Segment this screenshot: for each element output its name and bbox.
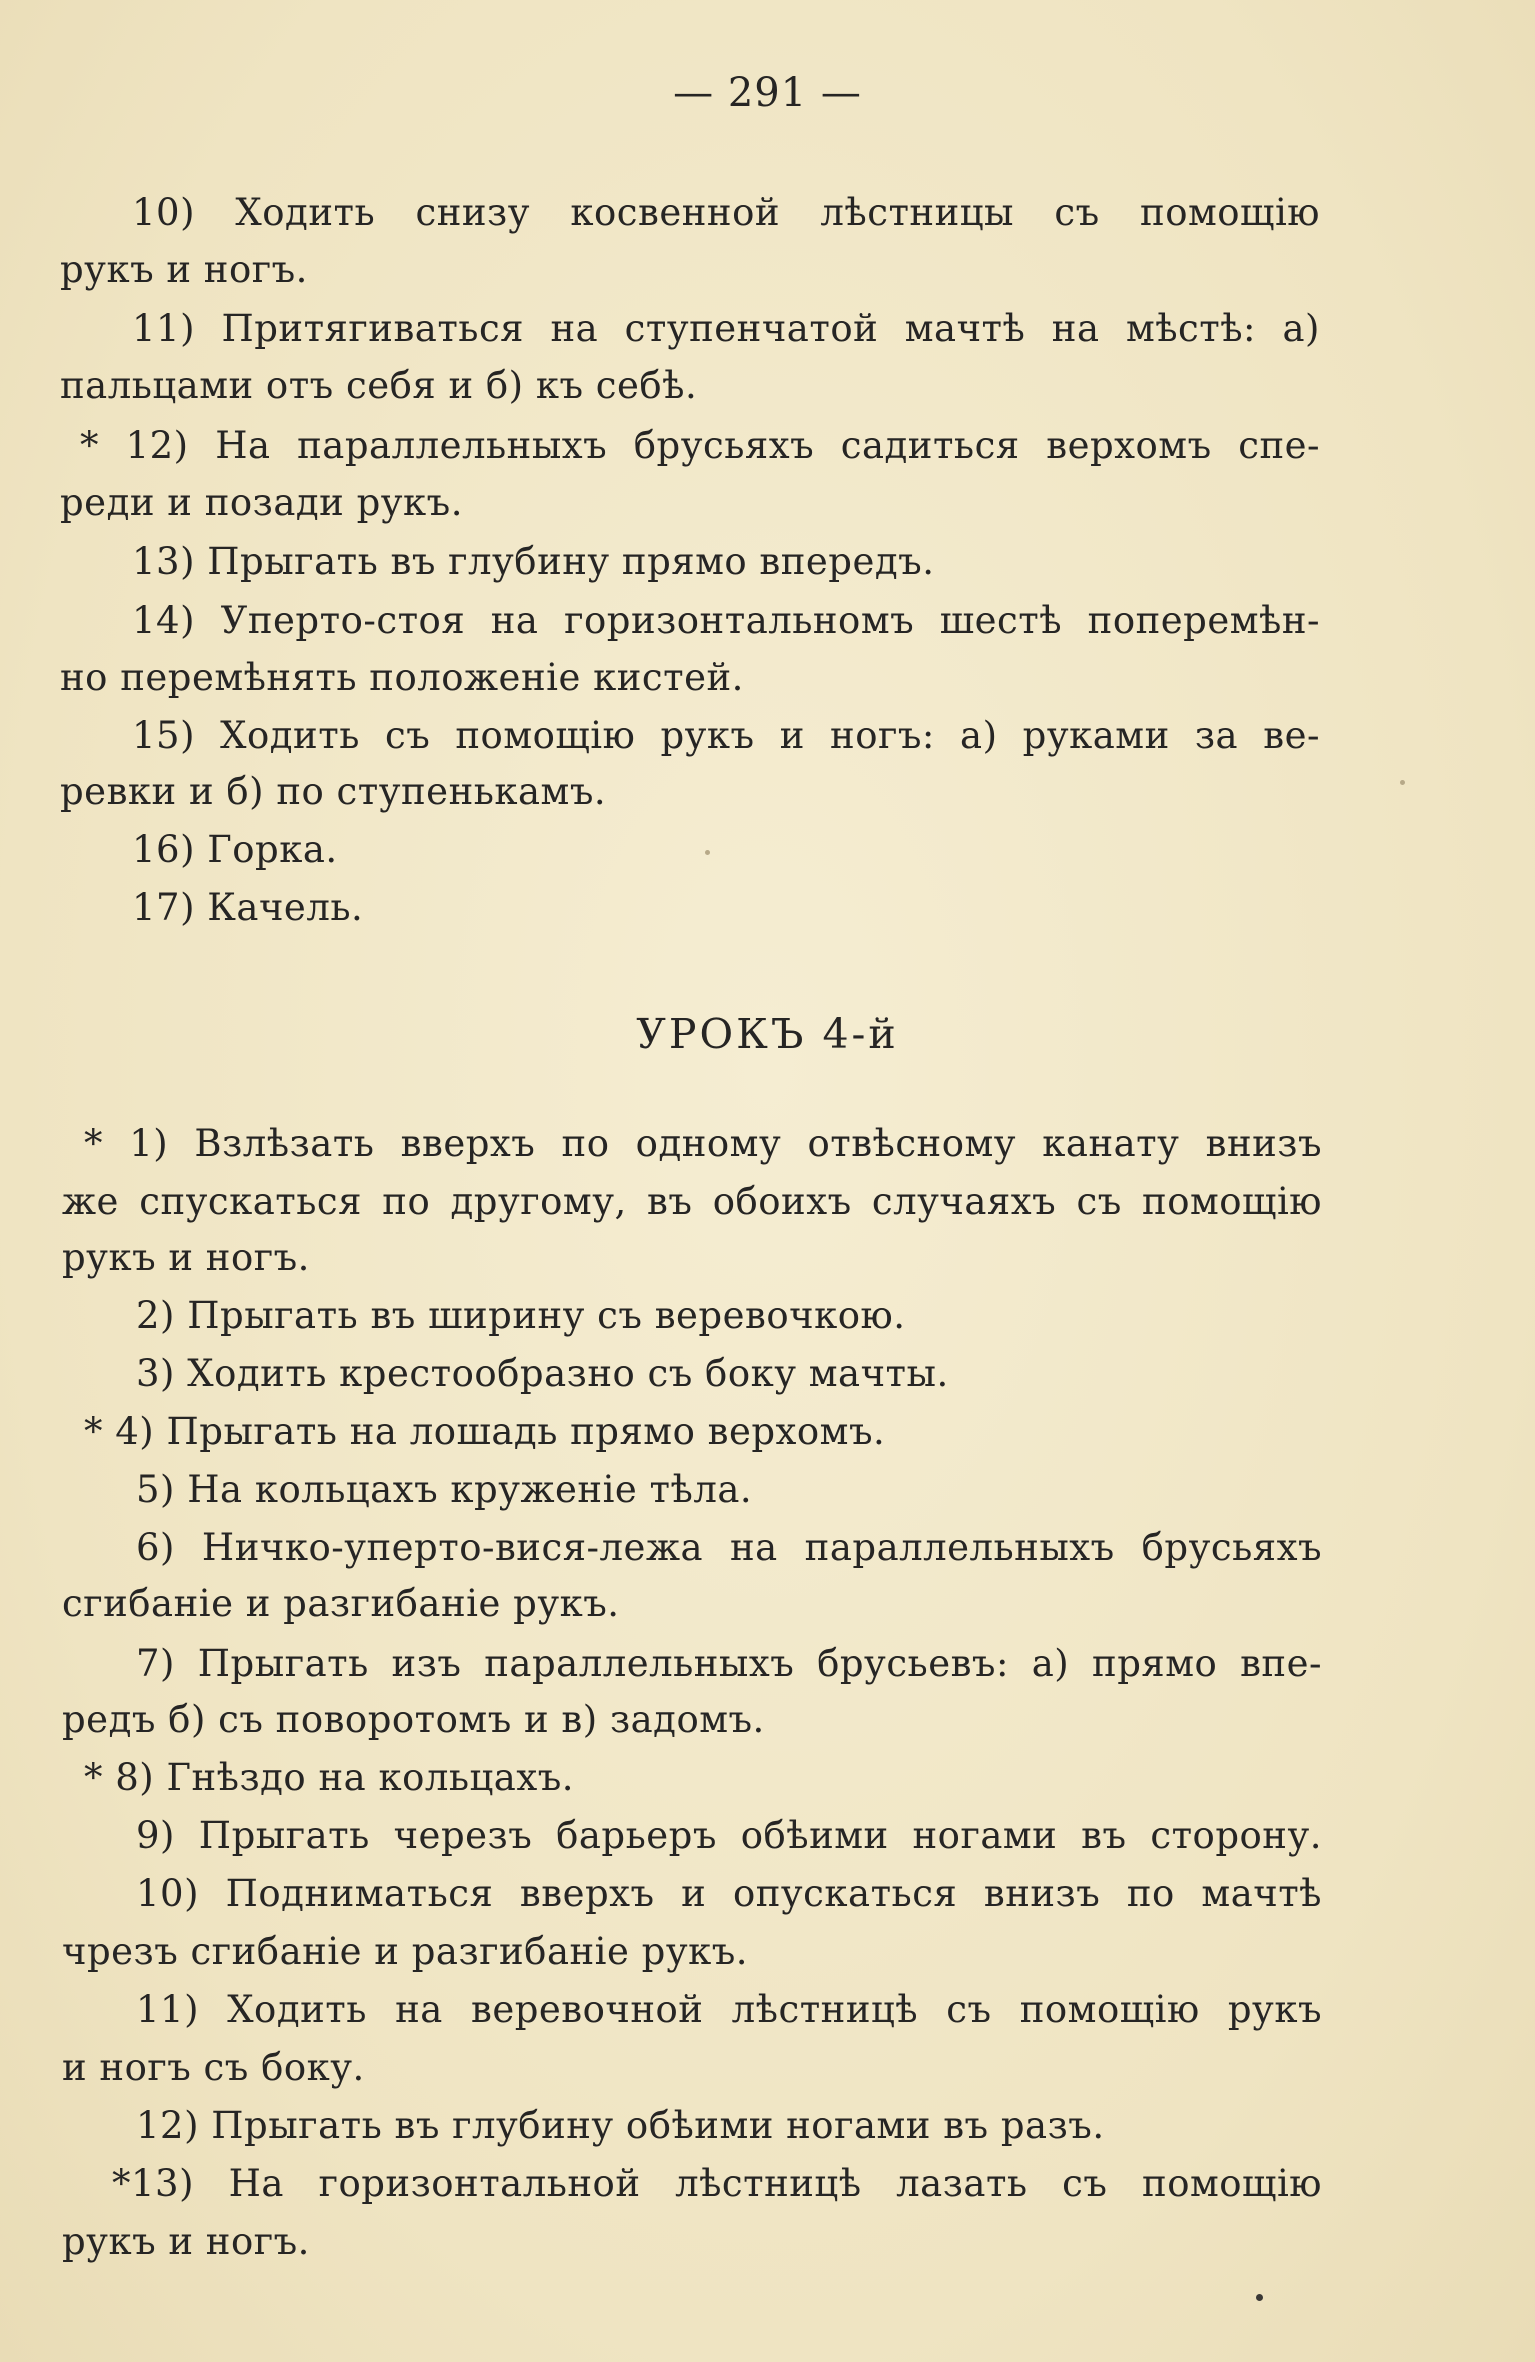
text-line: *13) На горизонтальной лѣстницѣ лазать съ помощію bbox=[112, 2162, 1322, 2205]
text-line: 11) Ходить на веревочной лѣстницѣ съ помощію рукъ bbox=[136, 1988, 1322, 2031]
text-line: 10) Подниматься вверхъ и опускаться внизъ по мачтѣ bbox=[136, 1872, 1322, 1915]
text-line: ревки и б) по ступенькамъ. bbox=[60, 770, 607, 813]
text-line: пальцами отъ себя и б) къ себѣ. bbox=[60, 364, 698, 407]
text-line: * 4) Прыгать на лошадь прямо верхомъ. bbox=[84, 1410, 886, 1453]
text-line: реди и позади рукъ. bbox=[60, 481, 463, 524]
text-line: 15) Ходить съ помощію рукъ и ногъ: а) руками за ве- bbox=[132, 714, 1320, 757]
text-line: * 12) На параллельныхъ брусьяхъ садиться верхомъ спе- bbox=[80, 424, 1320, 467]
text-line: 7) Прыгать изъ параллельныхъ брусьевъ: а) прямо впе- bbox=[136, 1642, 1322, 1685]
text-line: 6) Ничко-уперто-вися-лежа на параллельныхъ брусьяхъ bbox=[136, 1526, 1322, 1569]
text-line: же спускаться по другому, въ обоихъ случаяхъ съ помощію bbox=[62, 1180, 1322, 1223]
page-number: — 291 — bbox=[673, 70, 862, 116]
text-line: 2) Прыгать въ ширину съ веревочкою. bbox=[136, 1294, 906, 1337]
text-line: * 8) Гнѣздо на кольцахъ. bbox=[84, 1756, 575, 1799]
text-line: чрезъ сгибаніе и разгибаніе рукъ. bbox=[62, 1930, 749, 1973]
text-line: 3) Ходить крестообразно съ боку мачты. bbox=[136, 1352, 949, 1395]
text-line: но перемѣнять положеніе кистей. bbox=[60, 656, 744, 699]
lesson-4-heading: УРОКЪ 4-й bbox=[636, 1010, 899, 1058]
ink-speck bbox=[705, 850, 710, 855]
text-line: 9) Прыгать черезъ барьеръ обѣими ногами въ сторону. bbox=[136, 1814, 1322, 1857]
text-line: 11) Притягиваться на ступенчатой мачтѣ на мѣстѣ: а) bbox=[132, 307, 1320, 350]
text-line: 12) Прыгать въ глубину обѣими ногами въ разъ. bbox=[136, 2104, 1105, 2147]
text-line: 14) Уперто-стоя на горизонтальномъ шестѣ поперемѣн- bbox=[132, 599, 1320, 642]
text-line: и ногъ съ боку. bbox=[62, 2046, 365, 2089]
ink-speck bbox=[1256, 2294, 1263, 2301]
text-line: рукъ и ногъ. bbox=[62, 2220, 310, 2263]
text-line: рукъ и ногъ. bbox=[60, 248, 308, 291]
ink-speck bbox=[1400, 780, 1405, 785]
text-line: рукъ и ногъ. bbox=[62, 1236, 310, 1279]
text-line: редъ б) съ поворотомъ и в) задомъ. bbox=[62, 1698, 765, 1741]
text-line: 17) Качель. bbox=[132, 886, 364, 929]
text-line: сгибаніе и разгибаніе рукъ. bbox=[62, 1582, 620, 1625]
text-line: 5) На кольцахъ круженіе тѣла. bbox=[136, 1468, 753, 1511]
text-line: 13) Прыгать въ глубину прямо впередъ. bbox=[132, 540, 935, 583]
text-line: 16) Горка. bbox=[132, 828, 338, 871]
text-line: * 1) Взлѣзать вверхъ по одному отвѣсному канату внизъ bbox=[84, 1122, 1322, 1165]
text-line: 10) Ходить снизу косвенной лѣстницы съ помощію bbox=[132, 191, 1320, 234]
